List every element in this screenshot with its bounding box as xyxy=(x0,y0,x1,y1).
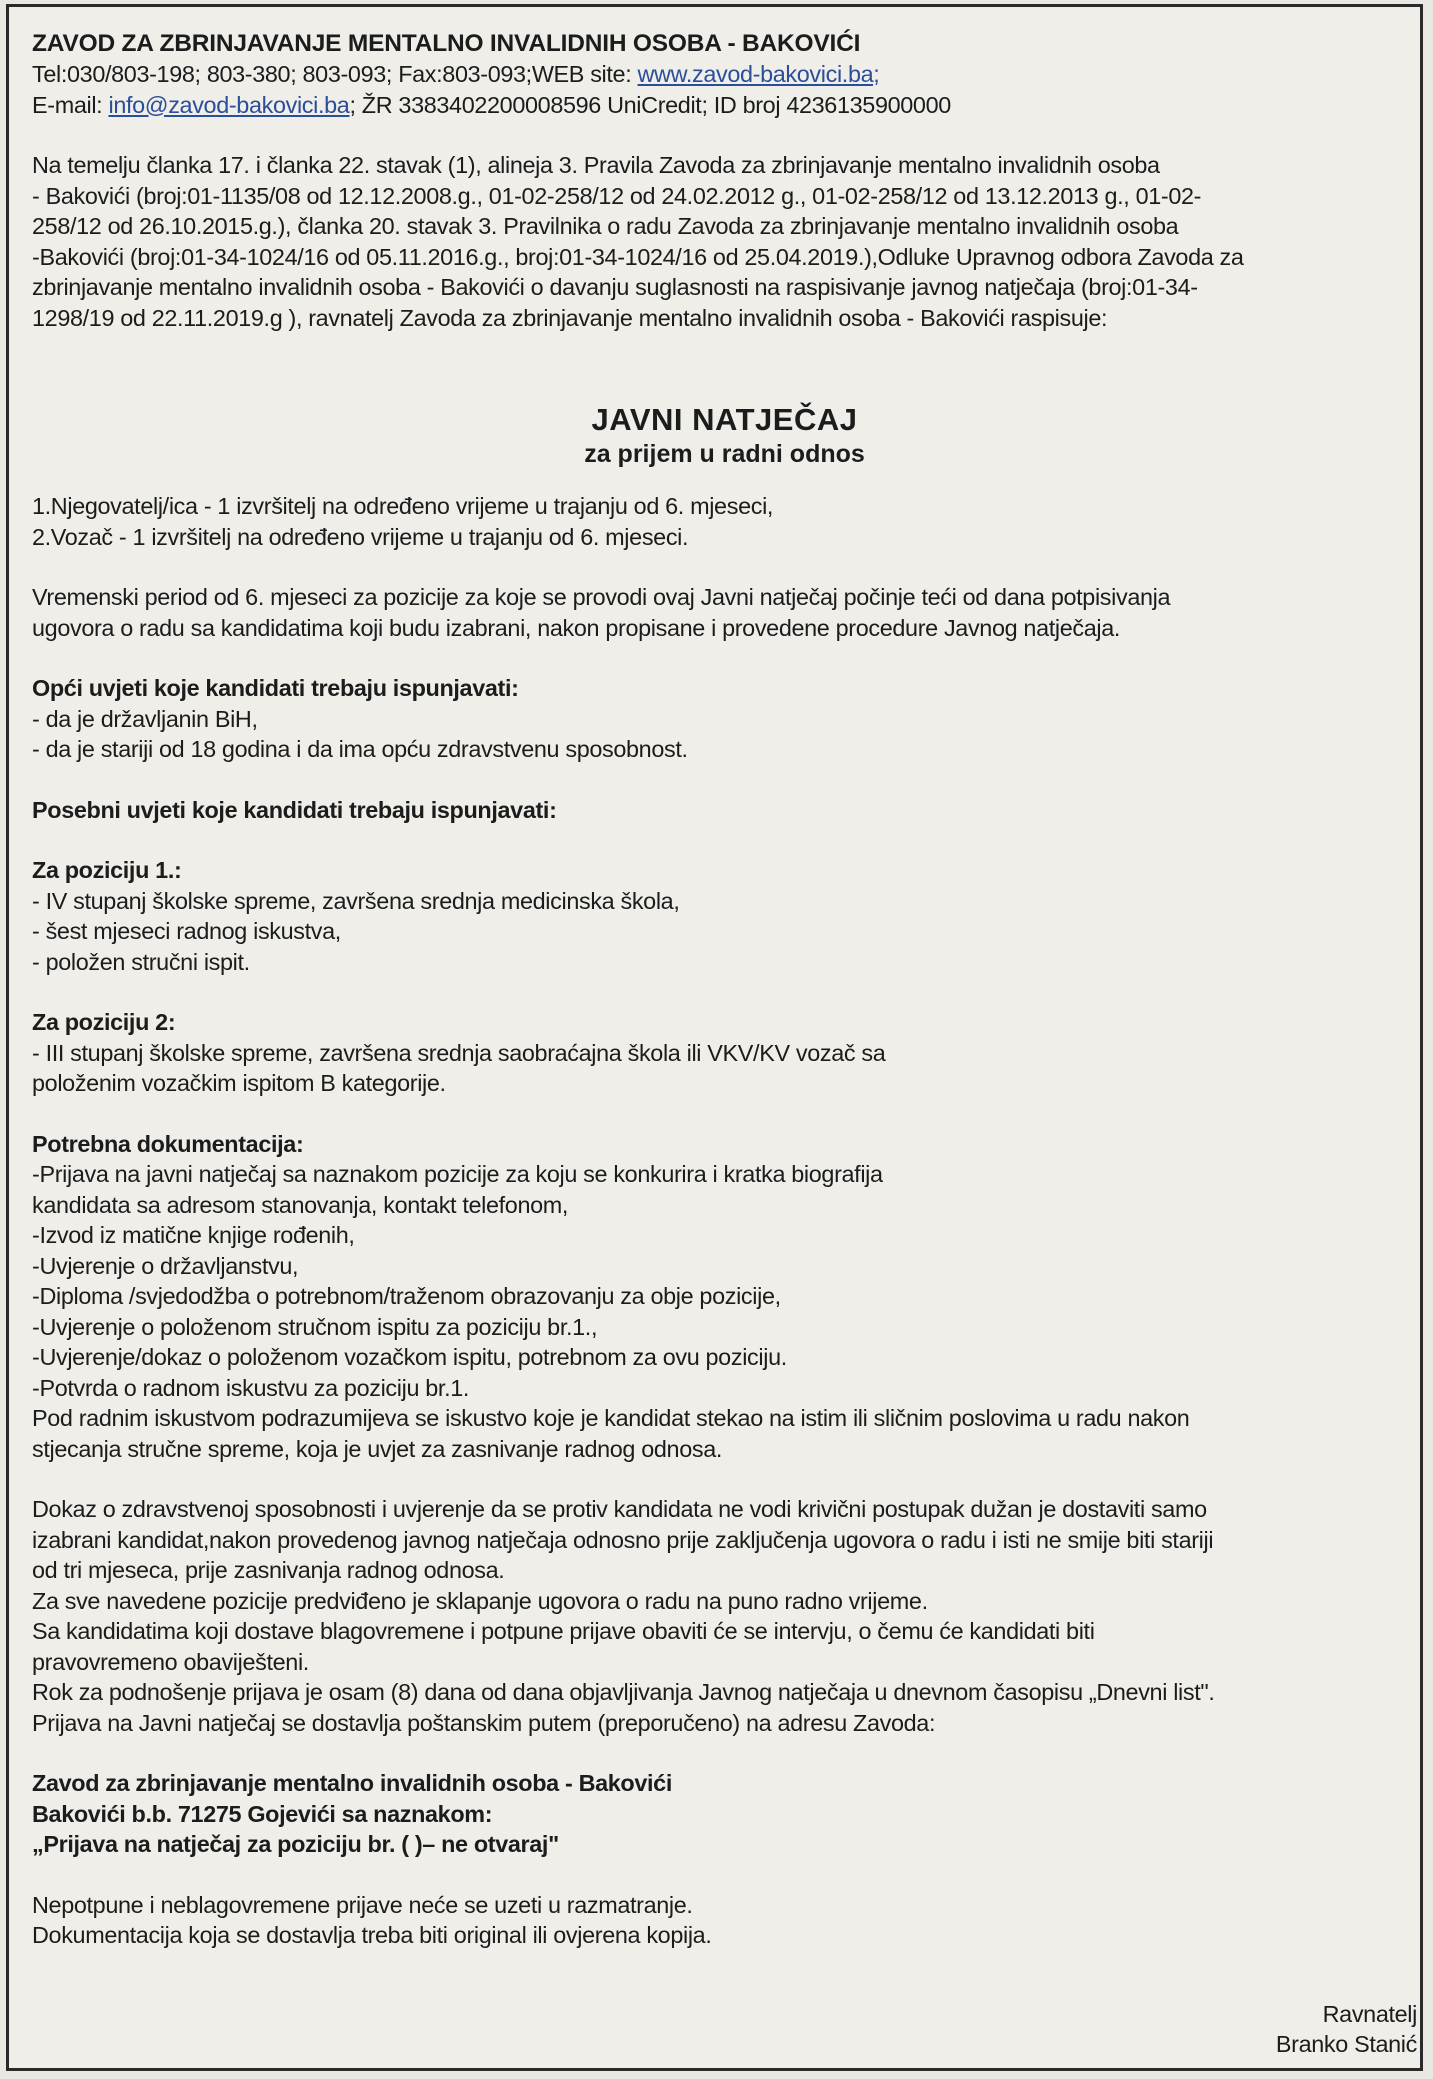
final-line: Dokumentacija koja se dostavlja treba biti original ili ovjerena kopija. xyxy=(32,1922,712,1948)
address-line: Zavod za zbrinjavanje mentalno invalidnih osoba - Bakovići xyxy=(32,1770,672,1796)
final-notes xyxy=(32,1890,1417,1951)
period-paragraph xyxy=(32,582,1417,643)
position-item: 1.Njegovatelj/ica - 1 izvršitelj na određeno vrijeme u trajanju od 6. mjeseci, xyxy=(32,493,774,519)
position1-item: - položen stručni ispit. xyxy=(32,948,250,975)
position1-heading: Za poziciju 1.: xyxy=(32,857,182,883)
document-item: kandidata sa adresom stanovanja, kontakt telefonom, xyxy=(32,1191,569,1218)
general-heading: Opći uvjeti koje kandidati trebaju ispunjavati: xyxy=(32,675,519,701)
closing-line: izabrani kandidat,nakon provedenog javnog natječaja odnosno prije zaključenja ugovora o radu i isti ne smije biti stariji xyxy=(32,1526,1214,1553)
final-line: Nepotpune i neblagovremene prijave neće se uzeti u razmatranje. xyxy=(32,1891,693,1918)
document-item: stjecanja stručne spreme, koja je uvjet za zasnivanje radnog odnosa. xyxy=(32,1435,723,1462)
closing-line: Rok za podnošenje prijava je osam (8) dana od dana objavljivanja Javnog natječaja u dnevnom časopisu „Dnevni list". xyxy=(32,1679,1215,1705)
general-item: - da je stariji od 18 godina i da ima opću zdravstvenu sposobnost. xyxy=(32,736,688,762)
position2-item: - III stupanj školske spreme, završena srednja saobraćajna škola ili VKV/KV vozač sa xyxy=(32,1039,886,1066)
position2-item: položenim vozačkim ispitom B kategorije. xyxy=(32,1070,446,1096)
closing-line: Za sve navedene pozicije predviđeno je sklapanje ugovora o radu na puno radno vrijeme. xyxy=(32,1587,928,1614)
notice-content xyxy=(32,29,1417,2060)
address-line: Bakovići b.b. 71275 Gojevići sa naznakom: xyxy=(32,1800,493,1827)
special-heading: Posebni uvjeti koje kandidati trebaju ispunjavati: xyxy=(32,796,557,823)
closing-line: od tri mjeseca, prije zasnivanja radnog odnosa. xyxy=(32,1557,505,1583)
signature-block xyxy=(32,1999,1417,2060)
letterhead xyxy=(32,29,1417,120)
closing-line: pravovremeno obaviješteni. xyxy=(32,1648,309,1675)
documents-section xyxy=(32,1129,1417,1465)
bank-info: ; ŽR 3383402200008596 UniCredit; ID broj 4236135900000 xyxy=(349,91,951,118)
general-conditions xyxy=(32,673,1417,765)
period-line: ugovora o radu sa kandidatima koji budu izabrani, nakon propisane i provedene procedure Javnog natječaja. xyxy=(32,614,1121,641)
intro-line: 1298/19 od 22.11.2019.g ), ravnatelj Zavoda za zbrinjavanje mentalno invalidnih osoba - Bakovići raspisuje: xyxy=(32,304,1108,331)
position1-conditions xyxy=(32,855,1417,977)
position2-conditions xyxy=(32,1007,1417,1099)
document-item: -Prijava na javni natječaj sa naznakom pozicije za koju se konkurira i kratka biografija xyxy=(32,1161,883,1187)
notice-subtitle: za prijem u radni odnos xyxy=(584,440,865,468)
closing-paragraph xyxy=(32,1494,1417,1738)
positions-list xyxy=(32,491,1417,552)
position1-item: - IV stupanj školske spreme, završena srednja medicinska škola, xyxy=(32,887,680,914)
closing-line: Dokaz o zdravstvenoj sposobnosti i uvjerenje da se protiv kandidata ne vodi krivični postupak dužan je dostaviti samo xyxy=(32,1496,1207,1522)
intro-line: Na temelju članka 17. i članka 22. stavak (1), alineja 3. Pravila Zavoda za zbrinjavanje mentalno invalidnih osoba xyxy=(32,152,1160,178)
closing-line: Prijava na Javni natječaj se dostavlja poštanskim putem (preporučeno) na adresu Zavoda: xyxy=(32,1709,936,1736)
address-line: „Prijava na natječaj za poziciju br. ( )– ne otvaraj" xyxy=(32,1831,559,1857)
closing-line: Sa kandidatima koji dostave blagovremene i potpune prijave obaviti će se intervju, o čemu će kandidati biti xyxy=(32,1618,1095,1644)
position1-item: - šest mjeseci radnog iskustva, xyxy=(32,918,341,944)
document-item: -Uvjerenje o položenom stručnom ispitu za poziciju br.1., xyxy=(32,1313,598,1340)
period-line: Vremenski period od 6. mjeseci za pozicije za koje se provodi ovaj Javni natječaj počinje teći od dana potpisivanja xyxy=(32,584,1171,610)
intro-line: - Bakovići (broj:01-1135/08 od 12.12.2008.g., 01-02-258/12 od 24.02.2012 g., 01-02-258/12 od 13.12.2013 g., 01-02- xyxy=(32,182,1202,209)
position2-heading: Za poziciju 2: xyxy=(32,1009,176,1035)
documents-heading: Potrebna dokumentacija: xyxy=(32,1130,304,1157)
intro-paragraph xyxy=(32,150,1417,333)
document-item: -Uvjerenje/dokaz o položenom vozačkom ispitu, potrebnom za ovu poziciju. xyxy=(32,1344,787,1370)
email-line xyxy=(32,90,1417,121)
intro-line: -Bakovići (broj:01-34-1024/16 od 05.11.2016.g., broj:01-34-1024/16 od 25.04.2019.),Odluke Upravnog odbora Zavoda za xyxy=(32,243,1244,270)
document-item: -Diploma /svjedodžba o potrebnom/traženom obrazovanju za obje pozicije, xyxy=(32,1283,781,1309)
document-item: -Potvrda o radnom iskustvu za poziciju br.1. xyxy=(32,1374,470,1401)
email-link[interactable]: info@zavod-bakovici.ba xyxy=(108,91,350,118)
contact-prefix: Tel:030/803-198; 803-380; 803-093; Fax:803-093;WEB site: xyxy=(32,61,638,87)
notice-title: JAVNI NATJEČAJ xyxy=(591,402,858,437)
document-item: Pod radnim iskustvom podrazumijeva se iskustvo koje je kandidat stekao na istim ili sličnim poslovima u radu nakon xyxy=(32,1405,1190,1431)
org-title: ZAVOD ZA ZBRINJAVANJE MENTALNO INVALIDNIH OSOBA - BAKOVIĆI xyxy=(32,30,861,57)
document-item: -Izvod iz matične knjige rođenih, xyxy=(32,1222,355,1248)
mailing-address xyxy=(32,1768,1417,1860)
intro-line: 258/12 od 26.10.2015.g.), članka 20. stavak 3. Pravilnika o radu Zavoda za zbrinjavanje mentalno invalidnih osoba xyxy=(32,213,1179,239)
intro-line: zbrinjavanje mentalno invalidnih osoba - Bakovići o davanju suglasnosti na raspisivanje javnog natječaja (broj:01-34- xyxy=(32,274,1198,300)
general-item: - da je državljanin BiH, xyxy=(32,705,258,732)
email-prefix: E-mail: xyxy=(32,91,109,118)
signature-role: Ravnatelj xyxy=(1322,2000,1417,2027)
website-link[interactable]: www.zavod-bakovici.ba; xyxy=(637,61,880,87)
signature-name: Branko Stanić xyxy=(1275,2031,1417,2057)
position-item: 2.Vozač - 1 izvršitelj na određeno vrijeme u trajanju od 6. mjeseci. xyxy=(32,523,689,550)
document-item: -Uvjerenje o državljanstvu, xyxy=(32,1252,299,1279)
notice-page xyxy=(6,4,1423,2071)
contact-line xyxy=(32,59,1417,90)
